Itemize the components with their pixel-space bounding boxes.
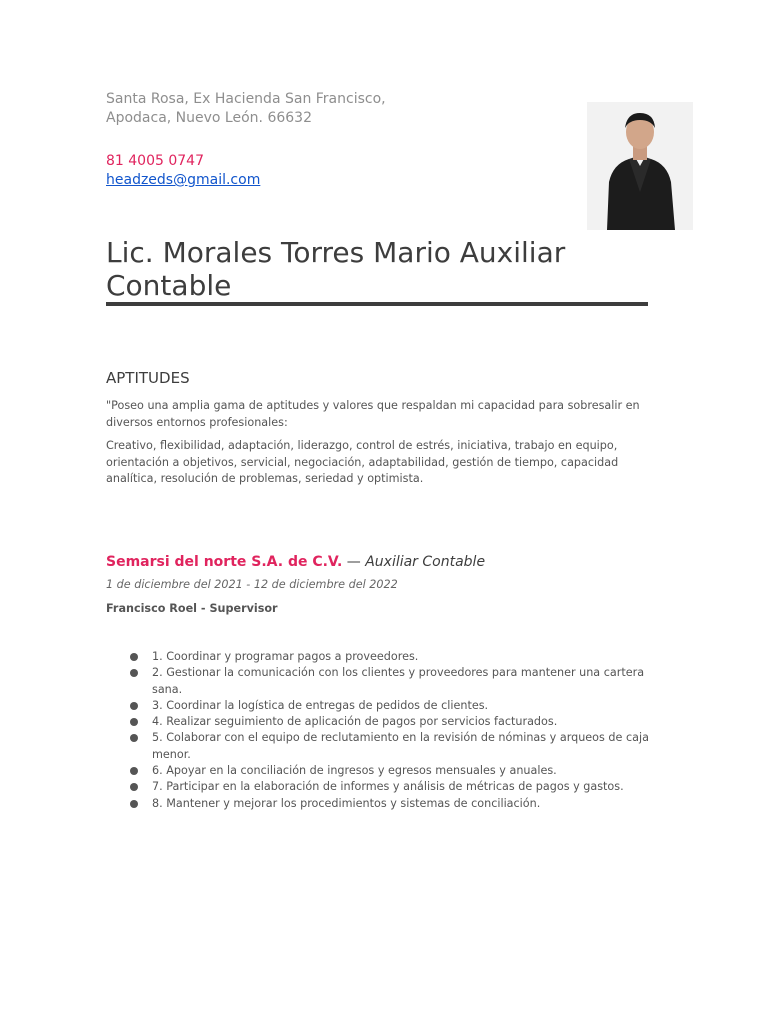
list-item bbox=[130, 714, 660, 730]
duty-text: 2. Gestionar la comunicación con los clientes y proveedores para mantener una cartera sana. bbox=[152, 666, 645, 696]
skills-intro: "Poseo una amplia gama de aptitudes y valores que respaldan mi capacidad para sobresalir en diversos entornos profesionales: bbox=[106, 399, 640, 429]
list-item bbox=[130, 779, 660, 795]
bullet-icon bbox=[130, 653, 138, 661]
title-divider bbox=[106, 302, 648, 306]
skills-list: Creativo, flexibilidad, adaptación, liderazgo, control de estrés, iniciativa, trabajo en equipo, orientación a objetivos, servicial, negociación, adaptabilidad, gestión de tiempo, capacidad analítica, resolución de problemas, seriedad y optimista. bbox=[106, 439, 619, 485]
job-supervisor: Francisco Roel - Supervisor bbox=[106, 602, 278, 615]
bullet-icon bbox=[130, 734, 138, 742]
job-separator: — bbox=[342, 554, 366, 570]
duty-text: 7. Participar en la elaboración de informes y análisis de métricas de pagos y gastos. bbox=[152, 780, 624, 794]
duty-text: 5. Colaborar con el equipo de reclutamiento en la revisión de nóminas y arqueos de caja menor. bbox=[152, 731, 649, 761]
duty-text: 3. Coordinar la logística de entregas de pedidos de clientes. bbox=[152, 698, 489, 712]
bullet-icon bbox=[130, 718, 138, 726]
list-item bbox=[130, 796, 660, 812]
job-dates: 1 de diciembre del 2021 - 12 de diciembre del 2022 bbox=[106, 578, 398, 591]
company-name: Semarsi del norte S.A. de C.V. bbox=[106, 554, 343, 570]
address-line-2: Apodaca, Nuevo León. 66632 bbox=[106, 110, 312, 126]
bullet-icon bbox=[130, 800, 138, 808]
duty-text: 8. Mantener y mejorar los procedimientos y sistemas de conciliación. bbox=[152, 796, 541, 810]
address bbox=[106, 90, 386, 128]
job-role: Auxiliar Contable bbox=[365, 554, 486, 570]
duty-text: 4. Realizar seguimiento de aplicación de pagos por servicios facturados. bbox=[152, 715, 558, 729]
address-line-1: Santa Rosa, Ex Hacienda San Francisco, bbox=[106, 91, 386, 107]
profile-photo bbox=[587, 102, 693, 230]
list-item bbox=[130, 730, 660, 763]
list-item bbox=[130, 649, 660, 665]
duty-text: 1. Coordinar y programar pagos a proveedores. bbox=[152, 650, 419, 663]
person-photo-icon bbox=[587, 102, 693, 230]
skills-heading: APTITUDES bbox=[106, 369, 190, 387]
bullet-icon bbox=[130, 669, 138, 677]
email-link[interactable]: headzeds@gmail.com bbox=[106, 172, 261, 188]
list-item bbox=[130, 698, 660, 714]
bullet-icon bbox=[130, 702, 138, 710]
list-item bbox=[130, 665, 660, 698]
duties-list bbox=[130, 649, 660, 812]
duty-text: 6. Apoyar en la conciliación de ingresos y egresos mensuales y anuales. bbox=[152, 764, 557, 778]
page-title: Lic. Morales Torres Mario Auxiliar Contable bbox=[106, 236, 566, 302]
bullet-icon bbox=[130, 767, 138, 775]
bullet-icon bbox=[130, 783, 138, 791]
phone-number: 81 4005 0747 bbox=[106, 153, 204, 169]
job-heading bbox=[106, 553, 485, 572]
list-item bbox=[130, 763, 660, 779]
